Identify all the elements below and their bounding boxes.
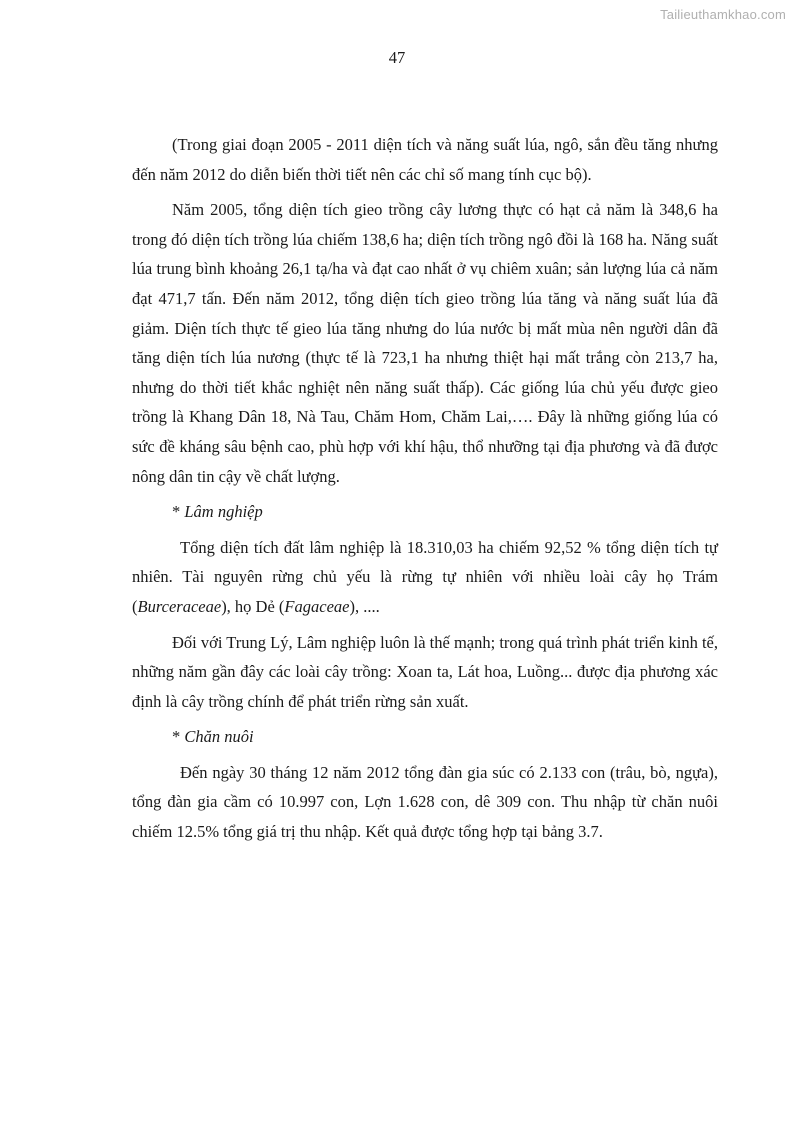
heading-bullet: * <box>172 727 181 747</box>
scientific-name: Fagaceae <box>284 596 350 616</box>
text-run: ), họ Dẻ ( <box>221 596 285 616</box>
text-run: Tổng diện tích đất lâm nghiệp là 18.310,03 ha chiếm 92,52 % tổng diện tích tự nhiên. Tài nguyên rừng chủ yếu là rừng tự nhiên với nhiều loài cây họ Trám ( <box>132 537 718 616</box>
section-heading-chan-nuoi <box>132 722 718 752</box>
paragraph-forest-strength: Đối với Trung Lý, Lâm nghiệp luôn là thế mạnh; trong quá trình phát triển kinh tế, những năm gần đây các loài cây trồng: Xoan ta, Lát hoa, Luồng... được địa phương xác định là cây trồng chính để phát triển rừng sản xuất. <box>132 632 718 711</box>
heading-text: Chăn nuôi <box>184 727 254 747</box>
section-heading-lam-nghiep <box>132 497 718 527</box>
heading-bullet: * <box>172 502 181 522</box>
paragraph-forest-area <box>132 533 718 622</box>
text-run: ), .... <box>349 596 380 616</box>
paragraph-livestock: Đến ngày 30 tháng 12 năm 2012 tổng đàn gia súc có 2.133 con (trâu, bò, ngựa), tổng đàn gia cầm có 10.997 con, Lợn 1.628 con, dê 309 con. Thu nhập từ chăn nuôi chiếm 12.5% tổng giá trị thu nhập. Kết quả được tổng hợp tại bảng 3.7. <box>132 762 718 842</box>
page-number: 47 <box>388 48 406 67</box>
document-body <box>132 130 718 853</box>
paragraph-crop-statistics: Năm 2005, tổng diện tích gieo trồng cây lương thực có hạt cả năm là 348,6 ha trong đó diện tích trồng lúa chiếm 138,6 ha; diện tích trồng ngô đồi là 168 ha. Năng suất lúa trung bình khoảng 26,1 tạ/ha và đạt cao nhất ở vụ chiêm xuân; sản lượng lúa cả năm đạt 471,7 tấn. Đến năm 2012, tổng diện tích gieo trồng lúa tăng và năng suất lúa đã giảm. Diện tích thực tế gieo lúa tăng nhưng do lúa nước bị mất mùa nên người dân đã tăng diện tích lúa nương (thực tế là 723,1 ha nhưng thiệt hại mất trắng còn 213,7 ha, nhưng do thời tiết khắc nghiệt nên năng suất thấp). Các giống lúa chủ yếu được gieo trồng là Khang Dân 18, Nà Tau, Chăm Hom, Chăm Lai,…. Đây là những giống lúa có sức đề kháng sâu bệnh cao, phù hợp với khí hậu, thổ nhưỡng tại địa phương và đã được nông dân tin cậy về chất lượng. <box>132 200 718 486</box>
scientific-name: Burceraceae <box>137 596 222 616</box>
heading-text: Lâm nghiệp <box>184 502 263 522</box>
paragraph-crop-period: (Trong giai đoạn 2005 - 2011 diện tích và năng suất lúa, ngô, sắn đều tăng nhưng đến năm 2012 do diễn biến thời tiết nên các chỉ số mang tính cục bộ). <box>132 135 718 184</box>
watermark: Tailieuthamkhao.com <box>660 7 786 22</box>
